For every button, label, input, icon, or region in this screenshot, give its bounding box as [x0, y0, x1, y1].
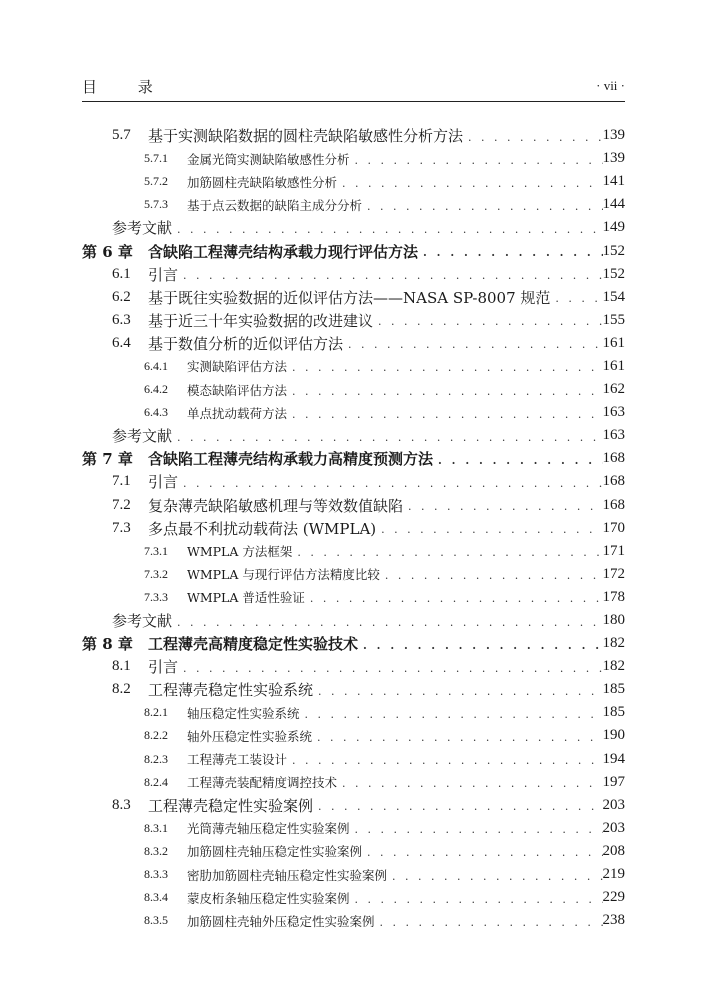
- dot-leader: [172, 224, 602, 235]
- toc-entry-title: 工程薄壳工装设计: [187, 752, 288, 768]
- toc-entry-number: 第 6 章: [82, 242, 133, 261]
- dot-leader: [350, 824, 603, 835]
- toc-entry-page: 171: [602, 542, 625, 559]
- toc-entry-number: 8.3.2: [144, 843, 168, 858]
- toc-entry-page: 163: [602, 427, 625, 444]
- toc-entry-title: 蒙皮桁条轴压稳定性实验案例: [187, 890, 350, 906]
- toc-entry-number: 8.2.1: [144, 705, 168, 720]
- toc-entry-page: 154: [602, 288, 625, 305]
- dot-leader: [337, 778, 602, 789]
- toc-entry-number: 5.7.2: [144, 174, 168, 189]
- dot-leader: [350, 894, 603, 905]
- toc-entry-number: 5.7.3: [144, 197, 168, 212]
- toc-entry-page: 219: [602, 866, 625, 883]
- toc-entry-number: 8.3.1: [144, 820, 168, 835]
- toc-entry-page: 238: [602, 912, 625, 929]
- toc-entry-page: 144: [602, 196, 625, 213]
- toc-entry-page: 155: [602, 311, 625, 328]
- toc-entry-sub[interactable]: [82, 863, 625, 886]
- dot-leader: [358, 640, 602, 651]
- toc-entry-section[interactable]: [82, 309, 625, 332]
- dot-leader: [287, 755, 602, 766]
- toc-entry-page: 149: [602, 219, 625, 236]
- toc-entry-number: 6.4.1: [144, 358, 168, 373]
- toc-entry-sub[interactable]: [82, 586, 625, 609]
- toc-entry-page: 229: [602, 889, 625, 906]
- toc-entry-page: 168: [602, 496, 625, 513]
- toc-entry-title: 轴外压稳定性实验系统: [187, 728, 313, 744]
- toc-entry-number: 8.3: [112, 796, 131, 813]
- toc-entry-page: 168: [602, 450, 625, 467]
- toc-entry-section[interactable]: [82, 517, 625, 540]
- toc-entry-number: 6.3: [112, 311, 131, 328]
- dot-leader: [350, 155, 603, 166]
- dot-leader: [337, 178, 602, 189]
- toc-entry-section[interactable]: [82, 678, 625, 701]
- header-page-number: · vii ·: [596, 78, 625, 93]
- toc-entry-page: 139: [602, 127, 625, 144]
- toc-entry-page: 182: [602, 658, 625, 675]
- toc-entry-title: 基于近三十年实验数据的改进建议: [148, 311, 374, 330]
- toc-entry-number: 7.3: [112, 519, 131, 536]
- toc-entry-title: 单点扰动载荷方法: [187, 405, 288, 421]
- toc-entry-number: 6.2: [112, 288, 131, 305]
- toc-entry-page: 161: [602, 334, 625, 351]
- toc-entry-chapter[interactable]: [82, 632, 625, 655]
- toc-entry-number: 第 7 章: [82, 450, 133, 469]
- dot-leader: [313, 686, 602, 697]
- toc-entry-title: 密肋加筋圆柱壳轴压稳定性实验案例: [187, 867, 388, 883]
- toc-entry-title: 含缺陷工程薄壳结构承载力高精度预测方法: [148, 450, 434, 469]
- toc-entry-title: 工程薄壳稳定性实验案例: [148, 796, 314, 815]
- toc-entry-page: 185: [602, 681, 625, 698]
- toc-entry-ref[interactable]: [82, 216, 625, 239]
- toc-entry-number: 第 8 章: [82, 635, 133, 654]
- dot-leader: [463, 132, 602, 143]
- toc-entry-sub[interactable]: [82, 724, 625, 747]
- toc-entry-page: 185: [602, 704, 625, 721]
- toc-entry-page: 163: [602, 404, 625, 421]
- toc-entry-number: 8.2.3: [144, 751, 168, 766]
- toc-entry-title: 引言: [148, 658, 179, 677]
- toc-entry-page: 178: [602, 588, 625, 605]
- toc-entry-title: 多点最不利扰动载荷法 (WMPLA): [148, 519, 377, 538]
- toc-entry-section[interactable]: [82, 494, 625, 517]
- toc-entry-number: 8.3.5: [144, 913, 168, 928]
- toc-entry-page: 152: [602, 265, 625, 282]
- toc-entry-section[interactable]: [82, 286, 625, 309]
- dot-leader: [287, 386, 602, 397]
- toc-entry-title: 参考文献: [112, 219, 173, 238]
- toc-entry-page: 182: [602, 635, 625, 652]
- table-of-contents: [82, 124, 625, 932]
- toc-entry-sub[interactable]: [82, 147, 625, 170]
- toc-entry-sub[interactable]: [82, 355, 625, 378]
- toc-entry-page: 170: [602, 519, 625, 536]
- toc-entry-title: 参考文献: [112, 427, 173, 446]
- toc-entry-sub[interactable]: [82, 771, 625, 794]
- toc-entry-sub[interactable]: [82, 817, 625, 840]
- toc-entry-section[interactable]: [82, 470, 625, 493]
- dot-leader: [418, 247, 602, 258]
- toc-entry-title: 金属光筒实测缺陷敏感性分析: [187, 151, 350, 167]
- toc-entry-number: 7.3.3: [144, 589, 168, 604]
- toc-entry-title: 轴压稳定性实验系统: [187, 705, 300, 721]
- running-header: [82, 76, 625, 96]
- dot-leader: [312, 732, 602, 743]
- toc-entry-title: WMPLA 与现行评估方法精度比较: [187, 567, 380, 583]
- toc-entry-number: 8.2: [112, 681, 131, 698]
- toc-entry-sub[interactable]: [82, 909, 625, 932]
- toc-entry-chapter[interactable]: [82, 447, 625, 470]
- toc-entry-title: WMPLA 方法框架: [187, 544, 293, 560]
- dot-leader: [362, 201, 602, 212]
- dot-leader: [313, 801, 602, 812]
- dot-leader: [343, 339, 602, 350]
- toc-entry-page: 141: [602, 173, 625, 190]
- toc-entry-title: 参考文献: [112, 612, 173, 631]
- dot-leader: [172, 432, 602, 443]
- toc-entry-page: 139: [602, 150, 625, 167]
- toc-entry-number: 7.3.1: [144, 543, 168, 558]
- toc-entry-page: 161: [602, 357, 625, 374]
- toc-entry-section[interactable]: [82, 124, 625, 147]
- toc-entry-section[interactable]: [82, 794, 625, 817]
- dot-leader: [380, 570, 603, 581]
- toc-entry-number: 6.4.2: [144, 382, 168, 397]
- toc-entry-title: WMPLA 普适性验证: [187, 590, 305, 606]
- toc-entry-title: 工程薄壳稳定性实验系统: [148, 681, 314, 700]
- toc-entry-number: 8.2.4: [144, 774, 168, 789]
- toc-entry-title: 实测缺陷评估方法: [187, 359, 288, 375]
- toc-entry-page: 208: [602, 842, 625, 859]
- toc-entry-number: 7.2: [112, 496, 131, 513]
- toc-entry-sub[interactable]: [82, 193, 625, 216]
- toc-entry-sub[interactable]: [82, 401, 625, 424]
- toc-entry-title: 基于点云数据的缺陷主成分分析: [187, 197, 363, 213]
- toc-entry-number: 8.3.4: [144, 890, 168, 905]
- dot-leader: [433, 455, 602, 466]
- toc-entry-sub[interactable]: [82, 563, 625, 586]
- toc-entry-page: 172: [602, 565, 625, 582]
- dot-leader: [178, 478, 602, 489]
- toc-entry-title: 加筋圆柱壳轴外压稳定性实验案例: [187, 913, 375, 929]
- toc-entry-title: 工程薄壳装配精度调控技术: [187, 775, 338, 791]
- dot-leader: [287, 409, 602, 420]
- dot-leader: [292, 547, 602, 558]
- toc-entry-number: 6.4.3: [144, 405, 168, 420]
- dot-leader: [373, 316, 602, 327]
- toc-entry-sub[interactable]: [82, 701, 625, 724]
- toc-entry-number: 8.3.3: [144, 867, 168, 882]
- dot-leader: [550, 293, 602, 304]
- dot-leader: [178, 270, 602, 281]
- toc-entry-title: 加筋圆柱壳轴压稳定性实验案例: [187, 844, 363, 860]
- toc-entry-sub[interactable]: [82, 886, 625, 909]
- dot-leader: [287, 362, 602, 373]
- toc-entry-page: 152: [602, 242, 625, 259]
- toc-entry-page: 203: [602, 796, 625, 813]
- toc-entry-number: 5.7.1: [144, 151, 168, 166]
- toc-entry-title: 加筋圆柱壳缺陷敏感性分析: [187, 174, 338, 190]
- toc-entry-title: 引言: [148, 473, 179, 492]
- toc-entry-title: 基于实测缺陷数据的圆柱壳缺陷敏感性分析方法: [148, 127, 464, 146]
- toc-entry-sub[interactable]: [82, 170, 625, 193]
- toc-entry-title: 复杂薄壳缺陷敏感机理与等效数值缺陷: [148, 496, 404, 515]
- toc-entry-number: 7.1: [112, 473, 131, 490]
- toc-entry-title: 光筒薄壳轴压稳定性实验案例: [187, 821, 350, 837]
- toc-entry-page: 180: [602, 612, 625, 629]
- toc-entry-title: 引言: [148, 265, 179, 284]
- dot-leader: [362, 847, 602, 858]
- toc-entry-sub[interactable]: [82, 748, 625, 771]
- toc-entry-number: 6.4: [112, 334, 131, 351]
- toc-entry-title: 模态缺陷评估方法: [187, 382, 288, 398]
- toc-entry-sub[interactable]: [82, 378, 625, 401]
- dot-leader: [305, 593, 603, 604]
- toc-entry-sub[interactable]: [82, 840, 625, 863]
- toc-entry-page: 168: [602, 473, 625, 490]
- toc-entry-section[interactable]: [82, 263, 625, 286]
- header-rule: [82, 101, 625, 102]
- dot-leader: [300, 709, 603, 720]
- toc-entry-page: 190: [602, 727, 625, 744]
- toc-entry-number: 7.3.2: [144, 566, 168, 581]
- toc-entry-sub[interactable]: [82, 540, 625, 563]
- toc-entry-ref[interactable]: [82, 609, 625, 632]
- toc-entry-title: 基于数值分析的近似评估方法: [148, 334, 344, 353]
- dot-leader: [403, 501, 602, 512]
- dot-leader: [375, 917, 603, 928]
- toc-entry-chapter[interactable]: [82, 239, 625, 262]
- toc-entry-section[interactable]: [82, 655, 625, 678]
- header-title: 目 录: [82, 77, 171, 96]
- toc-entry-number: 8.1: [112, 658, 131, 675]
- toc-entry-section[interactable]: [82, 332, 625, 355]
- toc-entry-page: 197: [602, 773, 625, 790]
- dot-leader: [387, 871, 602, 882]
- dot-leader: [172, 617, 602, 628]
- toc-entry-title: 工程薄壳高精度稳定性实验技术: [148, 635, 359, 654]
- dot-leader: [178, 663, 602, 674]
- toc-entry-number: 8.2.2: [144, 728, 168, 743]
- toc-entry-number: 6.1: [112, 265, 131, 282]
- toc-entry-title: 基于既往实验数据的近似评估方法——NASA SP-8007 规范: [148, 288, 551, 307]
- toc-entry-page: 203: [602, 819, 625, 836]
- toc-entry-page: 194: [602, 750, 625, 767]
- toc-entry-number: 5.7: [112, 127, 131, 144]
- dot-leader: [376, 524, 602, 535]
- toc-entry-title: 含缺陷工程薄壳结构承载力现行评估方法: [148, 242, 419, 261]
- toc-entry-ref[interactable]: [82, 424, 625, 447]
- toc-entry-page: 162: [602, 381, 625, 398]
